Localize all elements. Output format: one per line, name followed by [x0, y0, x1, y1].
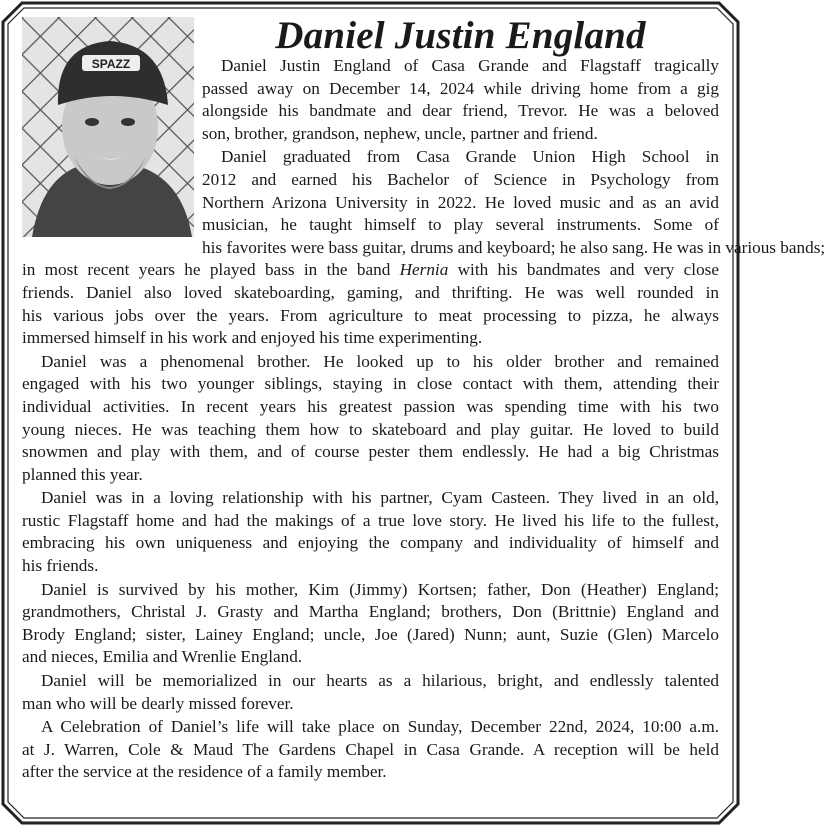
- text-segment: with his bandmates and very close: [448, 260, 719, 280]
- text-segment: embracing his own uniqueness and enjoying the company and individuality of himself and: [22, 533, 719, 553]
- obituary-title: Daniel Justin England: [275, 14, 646, 57]
- text-segment: his various jobs over the years. From agriculture to meat processing to pizza, he always: [22, 305, 719, 325]
- text-line: [22, 305, 719, 328]
- paragraph: [22, 670, 719, 715]
- paragraph: [22, 579, 719, 669]
- text-line: [22, 259, 719, 282]
- obituary: [22, 14, 825, 785]
- text-line: [22, 327, 719, 350]
- text-segment: Daniel was in a loving relationship with his partner, Cyam Casteen. They lived in an old,: [41, 488, 719, 508]
- text-segment: Daniel was a phenomenal brother. He looked up to his older brother and remained: [41, 351, 719, 371]
- text-segment: alongside his bandmate and dear friend, Trevor. He was a beloved: [202, 101, 719, 121]
- text-segment: engaged with his two younger siblings, staying in close contact with them, attending their: [22, 374, 719, 394]
- text-segment: at J. Warren, Cole & Maud The Gardens Chapel in Casa Grande. A reception will be held: [22, 739, 719, 759]
- paragraph: [22, 487, 719, 577]
- text-line: [22, 716, 719, 739]
- text-line: [22, 396, 719, 419]
- text-line: [22, 670, 719, 693]
- text-segment: passed away on December 14, 2024 while driving home from a gig: [202, 78, 719, 98]
- text-line: [22, 601, 719, 624]
- text-segment: his favorites were bass guitar, drums and keyboard; he also sang. He was in various bands;: [202, 237, 825, 257]
- text-segment: friends. Daniel also loved skateboarding, gaming, and thrifting. He was well rounded in: [22, 282, 719, 302]
- text-segment: son, brother, grandson, nephew, uncle, partner and friend.: [202, 123, 598, 143]
- text-segment: snowmen and play with them, and of course pester them endlessly. He had a big Christmas: [22, 442, 719, 462]
- text-segment: Daniel is survived by his mother, Kim (Jimmy) Kortsen; father, Don (Heather) England;: [41, 579, 719, 599]
- text-segment: Daniel Justin England of Casa Grande and Flagstaff tragically: [221, 56, 719, 75]
- text-line: [22, 351, 719, 374]
- text-line: [22, 373, 719, 396]
- text-line: [22, 510, 719, 533]
- cap-logo-text: SPAZZ: [91, 57, 131, 71]
- text-segment: Daniel graduated from Casa Grande Union High School in: [221, 147, 719, 167]
- text-segment: Daniel will be memorialized in our hearts as a hilarious, bright, and endlessly talented: [41, 671, 719, 691]
- text-segment: his friends.: [22, 556, 99, 576]
- text-segment: individual activities. In recent years his greatest passion was spending time with his two: [22, 396, 719, 416]
- text-segment: young nieces. He was teaching them how to skateboard and play guitar. He loved to build: [22, 419, 719, 439]
- text-segment: planned this year.: [22, 464, 143, 484]
- text-segment: and nieces, Emilia and Wrenlie England.: [22, 647, 303, 667]
- text-segment: Brody England; sister, Lainey England; uncle, Joe (Jared) Nunn; aunt, Suzie (Glen) Marcelo: [22, 624, 719, 644]
- text-line: [22, 579, 719, 602]
- band-name: Hernia: [399, 260, 449, 280]
- text-line: [22, 646, 719, 669]
- text-line: [22, 441, 719, 464]
- text-line: [22, 761, 719, 784]
- text-line: [22, 237, 825, 260]
- text-segment: A Celebration of Daniel’s life will take place on Sunday, December 22nd, 2024, 10:00 a.m.: [41, 717, 719, 737]
- text-segment: man who will be dearly missed forever.: [22, 693, 294, 713]
- text-segment: musician, he taught himself to play several instruments. Some of: [202, 215, 719, 235]
- text-line: [22, 693, 719, 716]
- text-segment: grandmothers, Christal J. Grasty and Martha England; brothers, Don (Brittnie) England and: [22, 602, 719, 622]
- text-line: [22, 487, 719, 510]
- portrait-photo: [22, 17, 194, 237]
- text-segment: rustic Flagstaff home and had the makings of a true love story. He lived his life to the fullest,: [22, 510, 719, 530]
- text-segment: after the service at the residence of a family member.: [22, 762, 387, 782]
- text-segment: 2012 and earned his Bachelor of Science in Psychology from: [202, 169, 719, 189]
- text-segment: in most recent years he played bass in the band: [22, 260, 400, 280]
- text-line: [22, 419, 719, 442]
- paragraph: [22, 351, 719, 487]
- text-line: [22, 282, 719, 305]
- text-line: [22, 624, 719, 647]
- text-line: [22, 555, 719, 578]
- text-line: [22, 739, 719, 762]
- paragraph: [22, 716, 719, 784]
- text-segment: immersed himself in his work and enjoyed his time experimenting.: [22, 328, 483, 348]
- text-line: [22, 532, 719, 555]
- text-line: [22, 464, 719, 487]
- text-segment: Northern Arizona University in 2022. He loved music and as an avid: [202, 192, 719, 212]
